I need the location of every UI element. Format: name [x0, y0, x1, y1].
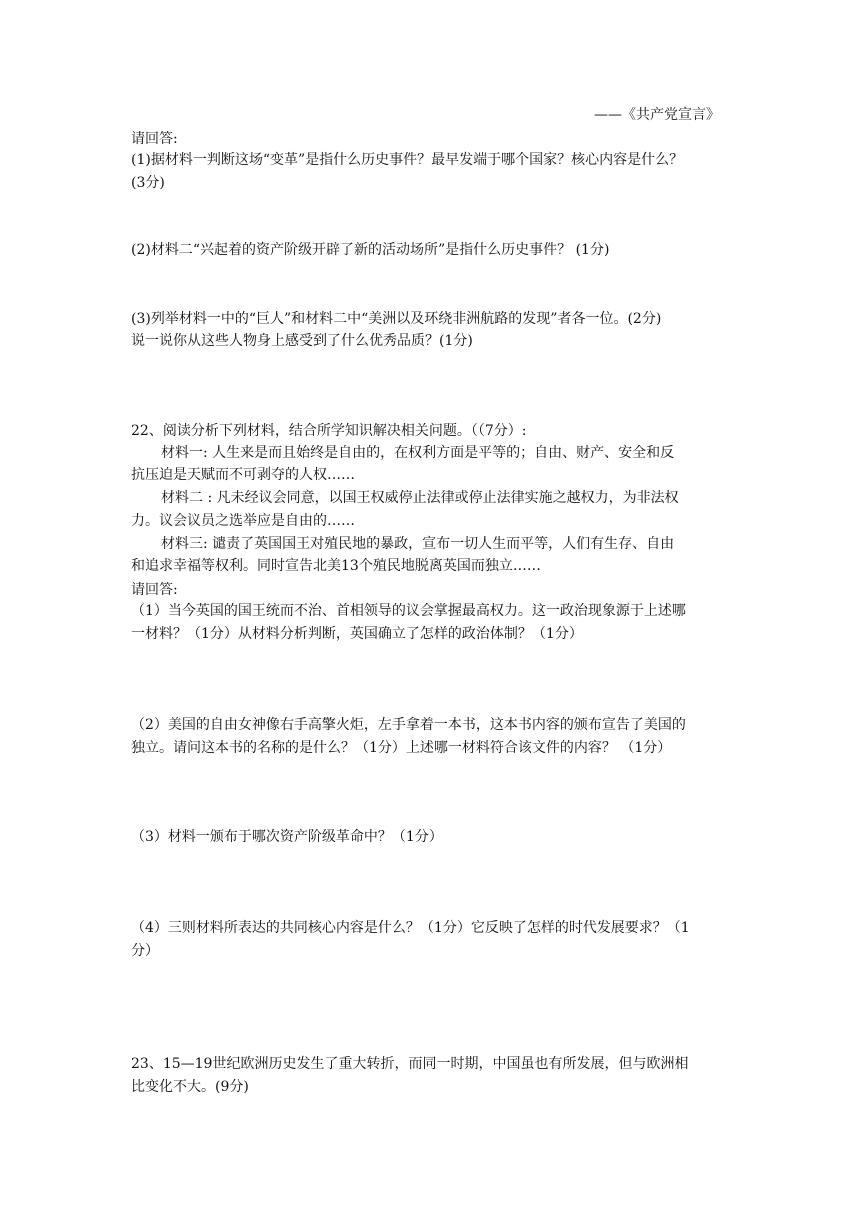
- q22-answer-prompt: 请回答:: [131, 582, 178, 598]
- q22-question-4-line-2: 分）: [131, 943, 159, 959]
- q23-line-1: 23、15—19世纪欧洲历史发生了重大转折，而同一时期，中国虽也有所发展，但与欧洲相: [131, 1056, 689, 1072]
- question-1-line-2: (3分): [131, 175, 165, 191]
- source-attribution: ——《共产党宣言》: [594, 107, 720, 123]
- question-2: (2)材料二“兴起着的资产阶级开辟了新的活动场所”是指什么历史事件？ (1分): [131, 242, 610, 258]
- q22-material-1-line-1: 材料一: 人生来是而且始终是自由的，在权利方面是平等的；自由、财产、安全和反: [161, 445, 675, 461]
- question-3-line-1: (3)列举材料一中的“巨人”和材料二中“美洲以及环绕非洲航路的发现”者各一位。(2分): [131, 311, 662, 327]
- answer-prompt: 请回答:: [131, 131, 178, 147]
- q22-question-4-line-1: （4）三则材料所表达的共同核心内容是什么？（1分）它反映了怎样的时代发展要求？（1: [131, 920, 690, 936]
- q22-question-2-line-2: 独立。请问这本书的名称的是什么？（1分）上述哪一材料符合该文件的内容？ （1分）: [131, 740, 672, 756]
- q22-title: 22、阅读分析下列材料，结合所学知识解决相关问题。（（7分）:: [131, 423, 527, 439]
- q23-line-2: 比变化不大。(9分): [131, 1079, 249, 1095]
- q22-material-2-line-1: 材料二 : 凡未经议会同意，以国王权威停止法律或停止法律实施之越权力，为非法权: [161, 490, 679, 506]
- q22-question-1-line-2: 一材料？（1分）从材料分析判断，英国确立了怎样的政治体制？（1分）: [131, 626, 583, 642]
- question-3-line-2: 说一说你从这些人物身上感受到了什么优秀品质？(1分): [131, 333, 473, 349]
- q22-material-1-line-2: 抗压迫是天赋而不可剥夺的人权……: [131, 467, 355, 483]
- question-1-line-1: (1)据材料一判断这场“变革”是指什么历史事件？最早发端于哪个国家？核心内容是什么？: [131, 152, 684, 168]
- q22-material-3-line-1: 材料三: 谴责了英国国王对殖民地的暴政，宣布一切人生而平等，人们有生存、自由: [161, 536, 675, 552]
- q22-question-3: （3）材料一颁布于哪次资产阶级革命中？（1分）: [131, 829, 443, 845]
- q22-material-3-line-2: 和追求幸福等权利。同时宣告北美13个殖民地脱离英国而独立……: [131, 558, 541, 574]
- q22-question-1-line-1: （1）当今英国的国王统而不治、首相领导的议会掌握最高权力。这一政治现象源于上述哪: [131, 603, 686, 619]
- q22-question-2-line-1: （2）美国的自由女神像右手高擎火炬，左手拿着一本书，这本书内容的颁布宣告了美国的: [131, 717, 686, 733]
- q22-material-2-line-2: 力。议会议员之选举应是自由的……: [131, 513, 355, 529]
